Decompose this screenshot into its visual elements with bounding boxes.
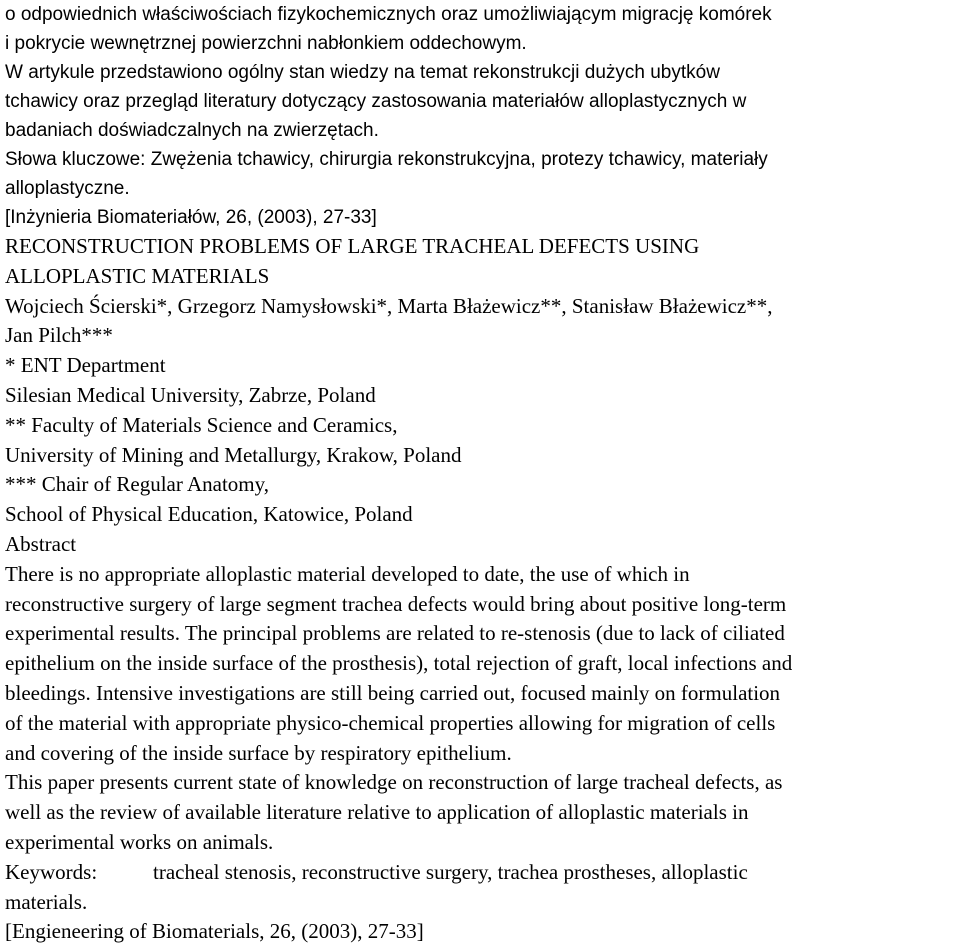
abstract-body	[5, 560, 957, 858]
polish-abstract	[5, 0, 957, 232]
document-page	[5, 0, 957, 947]
abstract-line: There is no appropriate alloplastic material developed to date, the use of which in	[5, 561, 690, 586]
abstract-line: experimental results. The principal problems are related to re-stenosis (due to lack of ciliated	[5, 621, 785, 646]
affiliation-line: ** Faculty of Materials Science and Ceramics,	[5, 412, 398, 437]
abstract-line: bleedings. Intensive investigations are still being carried out, focused mainly on formulation	[5, 680, 781, 705]
polish-citation: [Inżynieria Biomateriałów, 26, (2003), 27-33]	[5, 207, 377, 228]
polish-text-line: i pokrycie wewnętrznej powierzchni nabłonkiem oddechowym.	[5, 33, 527, 54]
polish-text-line: badaniach doświadczalnych na zwierzętach.	[5, 120, 379, 141]
keywords-continuation: materials.	[5, 889, 88, 914]
affiliation-line: University of Mining and Metallurgy, Krakow, Poland	[5, 442, 462, 467]
english-section	[5, 232, 957, 947]
polish-keywords-line: Słowa kluczowe: Zwężenia tchawicy, chirurgia rekonstrukcyjna, protezy tchawicy, materiały	[5, 149, 768, 170]
abstract-line: well as the review of available literature relative to application of alloplastic materials in	[5, 800, 749, 825]
abstract-line: and covering of the inside surface by respiratory epithelium.	[5, 740, 512, 765]
abstract-line: This paper presents current state of knowledge on reconstruction of large tracheal defects, as	[5, 770, 783, 795]
affiliation-line: School of Physical Education, Katowice, Poland	[5, 502, 413, 527]
authors	[5, 292, 957, 352]
keywords-line	[5, 858, 957, 888]
polish-keywords-line: alloplastyczne.	[5, 178, 130, 199]
polish-text-line: o odpowiednich właściwościach fizykochemicznych oraz umożliwiającym migrację komórek	[5, 4, 772, 25]
english-title-line: ALLOPLASTIC MATERIALS	[5, 263, 270, 288]
affiliation-line: Silesian Medical University, Zabrze, Poland	[5, 382, 376, 407]
keywords-label: Keywords:	[5, 859, 98, 884]
english-title-line: RECONSTRUCTION PROBLEMS OF LARGE TRACHEAL DEFECTS USING	[5, 234, 700, 258]
english-title	[5, 232, 957, 292]
authors-line: Wojciech Ścierski*, Grzegorz Namysłowski*, Marta Błażewicz**, Stanisław Błażewicz**,	[5, 293, 773, 318]
polish-text-line: W artykule przedstawiono ogólny stan wiedzy na temat rekonstrukcji dużych ubytków	[5, 62, 720, 83]
abstract-line: experimental works on animals.	[5, 829, 274, 854]
abstract-heading: Abstract	[5, 531, 77, 556]
keywords-text: tracheal stenosis, reconstructive surgery, trachea prostheses, alloplastic	[153, 859, 748, 884]
english-citation: [Engieneering of Biomaterials, 26, (2003), 27-33]	[5, 919, 424, 944]
abstract-line: reconstructive surgery of large segment trachea defects would bring about positive long-term	[5, 591, 787, 616]
abstract-line: of the material with appropriate physico-chemical properties allowing for migration of cells	[5, 710, 776, 735]
affiliation-line: *** Chair of Regular Anatomy,	[5, 472, 270, 497]
affiliation-line: * ENT Department	[5, 353, 166, 378]
abstract-line: epithelium on the inside surface of the prosthesis), total rejection of graft, local infections and	[5, 651, 793, 676]
affiliations	[5, 351, 957, 530]
authors-line: Jan Pilch***	[5, 323, 113, 348]
polish-text-line: tchawicy oraz przegląd literatury dotyczący zastosowania materiałów alloplastycznych w	[5, 91, 747, 112]
